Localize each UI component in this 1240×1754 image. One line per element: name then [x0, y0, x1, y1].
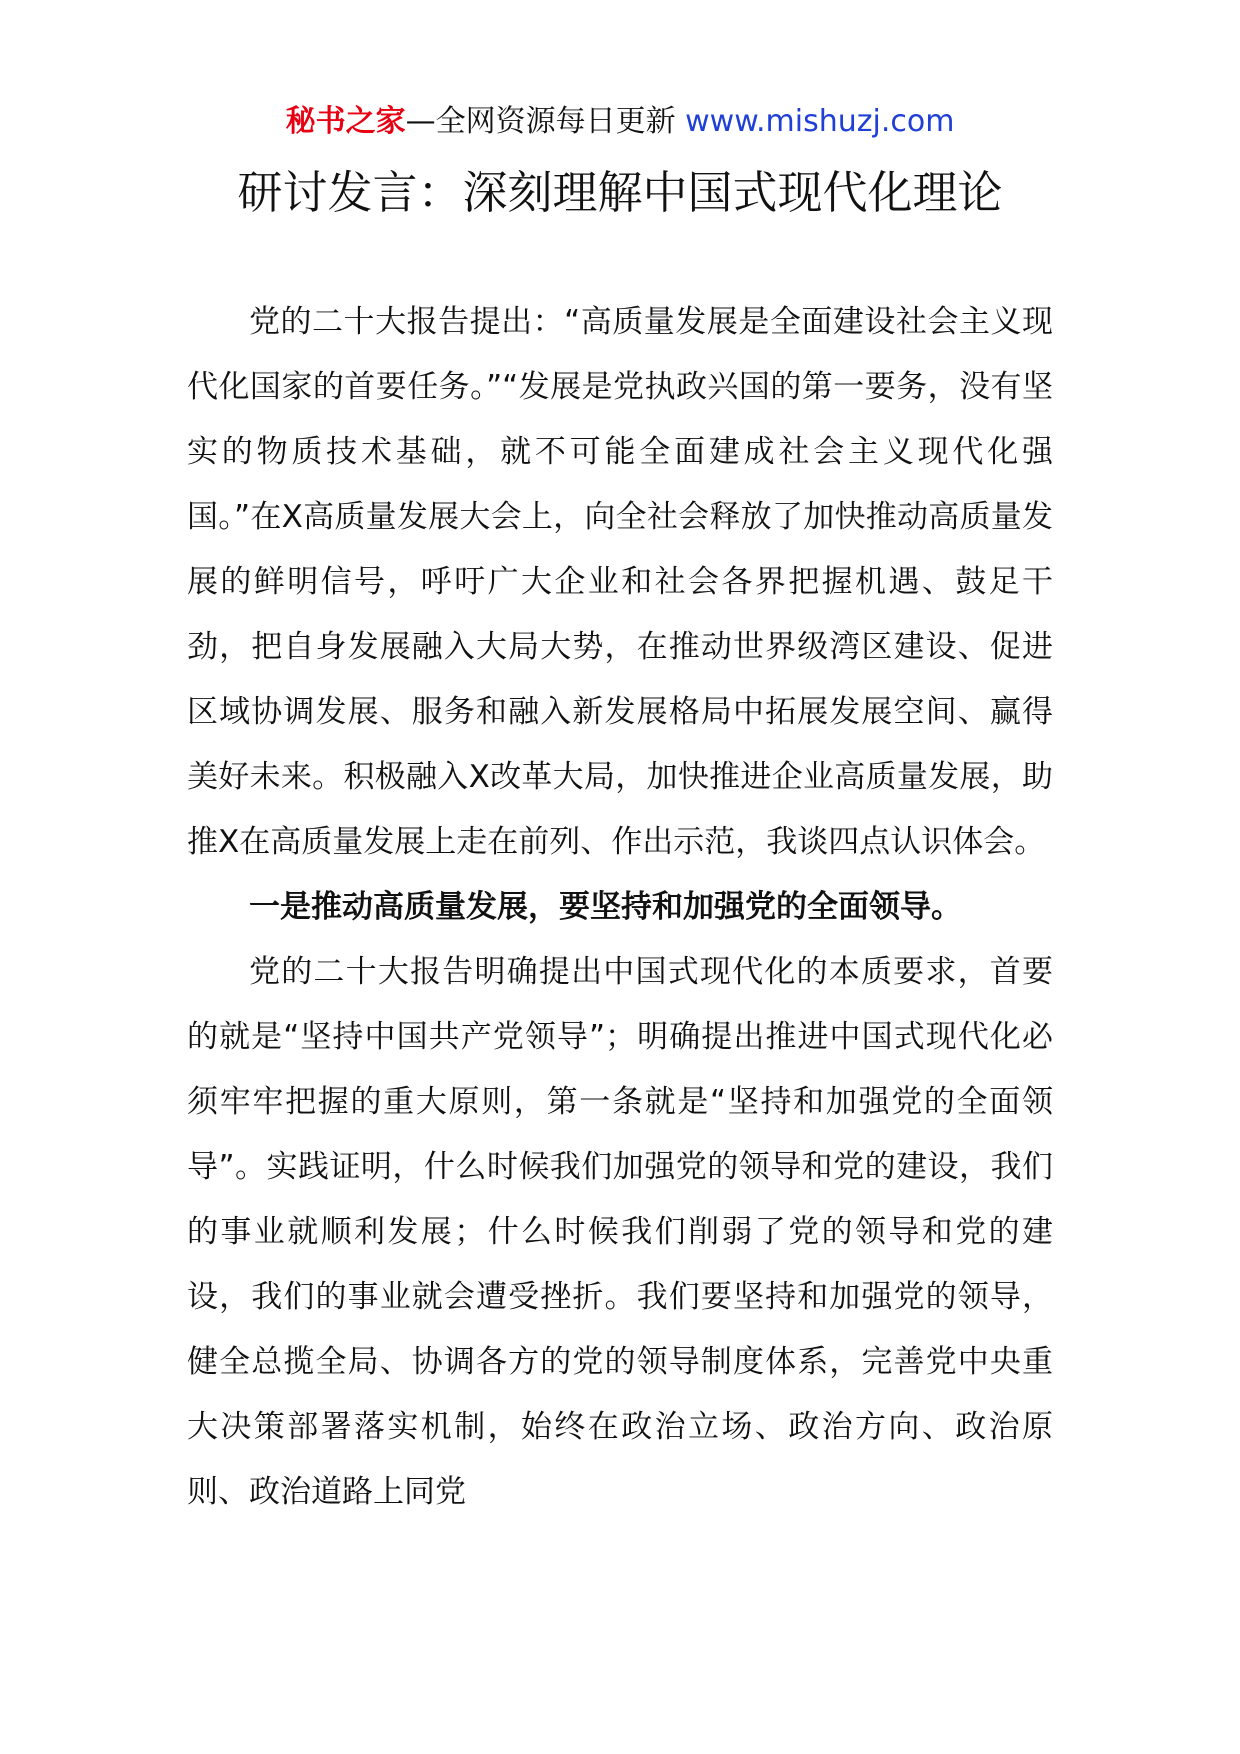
intro-paragraph: 党的二十大报告提出：“高质量发展是全面建设社会主义现代化国家的首要任务。”“发展是党执政兴国的第一要务，没有坚实的物质技术基础，就不可能全面建成社会主义现代化强国。”在X高质量发展大会上，向全社会释放了加快推动高质量发展的鲜明信号，呼吁广大企业和社会各界把握机遇、鼓足干劲，把自身发展融入大局大势，在推动世界级湾区建设、促进区域协调发展、服务和融入新发展格局中拓展发展空间、赢得美好未来。积极融入X改革大局，加快推进企业高质量发展，助推X在高质量发展上走在前列、作出示范，我谈四点认识体会。: [187, 304, 1053, 860]
section-one-paragraph: 党的二十大报告明确提出中国式现代化的本质要求，首要的就是“坚持中国共产党领导”；明确提出推进中国式现代化必须牢牢把握的重大原则，第一条就是“坚持和加强党的全面领导”。实践证明，什么时候我们加强党的领导和党的建设，我们的事业就顺利发展；什么时候我们削弱了党的领导和党的建设，我们的事业就会遭受挫折。我们要坚持和加强党的领导，健全总揽全局、协调各方的党的领导制度体系，完善党中央重大决策部署落实机制，始终在政治立场、政治方向、政治原则、政治道路上同党: [187, 954, 1053, 1510]
document-title: 研讨发言：深刻理解中国式现代化理论: [237, 166, 1003, 219]
document-body: [187, 290, 1053, 1525]
brand-name: 秘书之家: [285, 104, 406, 139]
site-header: [0, 100, 1240, 144]
header-tagline: —全网资源每日更新: [405, 104, 676, 139]
section-heading-one: 一是推动高质量发展，要坚持和加强党的全面领导。: [249, 889, 962, 925]
site-url-link[interactable]: www.mishuzj.com: [685, 104, 955, 139]
